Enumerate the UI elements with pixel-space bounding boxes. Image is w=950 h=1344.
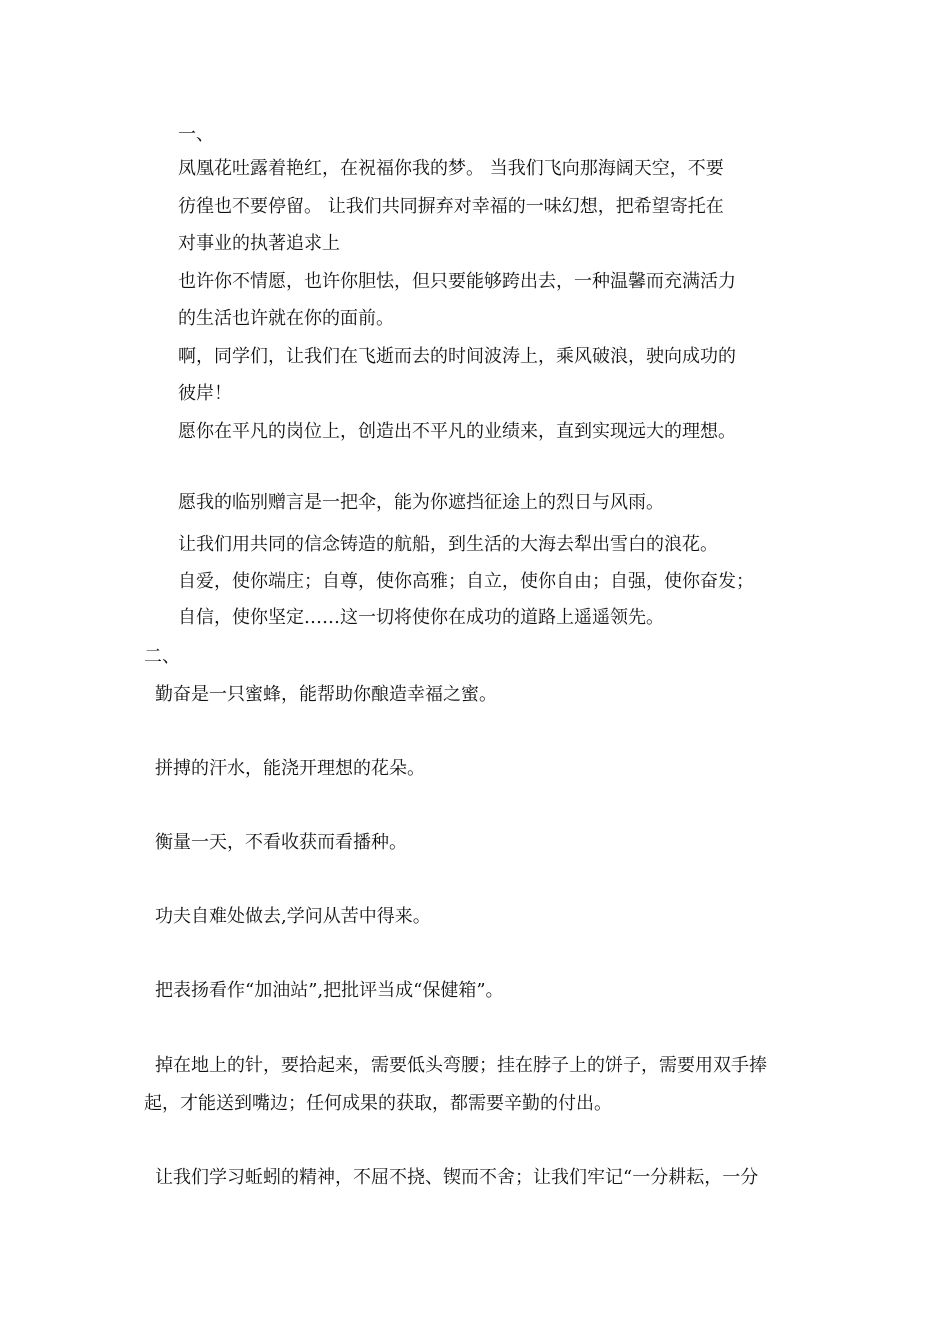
section-1-heading: 一、	[178, 124, 214, 145]
section-2-line: 起，才能送到嘴边；任何成果的获取，都需要辛勤的付出。	[144, 1093, 612, 1114]
section-1-line: 自信，使你坚定……这一切将使你在成功的道路上遥遥领先。	[178, 607, 664, 628]
section-2-line: 功夫自难处做去,学问从苦中得来。	[155, 906, 431, 927]
section-1-line: 愿你在平凡的岗位上，创造出不平凡的业绩来，直到实现远大的理想。	[178, 421, 736, 442]
section-2-line: 掉在地上的针，要拾起来，需要低头弯腰；挂在脖子上的饼子，需要用双手捧	[155, 1055, 767, 1076]
section-2-line: 拼搏的汗水，能浇开理想的花朵。	[155, 758, 425, 779]
section-2-line: 让我们学习蚯蚓的精神，不屈不挠、锲而不舍；让我们牢记“一分耕耘，一分	[155, 1167, 759, 1188]
section-1-line: 愿我的临别赠言是一把伞，能为你遮挡征途上的烈日与风雨。	[178, 492, 664, 513]
section-2-line: 勤奋是一只蜜蜂，能帮助你酿造幸福之蜜。	[155, 684, 497, 705]
section-1-line: 自爱，使你端庄；自尊，使你高雅；自立，使你自由；自强，使你奋发；	[178, 571, 754, 592]
section-1-line: 让我们用共同的信念铸造的航船，到生活的大海去犁出雪白的浪花。	[178, 534, 718, 555]
section-1-line: 对事业的执著追求上	[178, 233, 340, 254]
section-1-line: 凤凰花吐露着艳红，在祝福你我的梦。 当我们飞向那海阔天空，不要	[178, 158, 724, 179]
section-1-line: 彼岸！	[178, 383, 232, 404]
section-1-line: 彷徨也不要停留。 让我们共同摒弃对幸福的一味幻想，把希望寄托在	[178, 196, 724, 217]
section-2-heading: 二、	[144, 646, 180, 667]
section-2-line: 把表扬看作“加油站”,把批评当成“保健箱”。	[155, 980, 504, 1001]
section-1-line: 啊，同学们，让我们在飞逝而去的时间波涛上，乘风破浪，驶向成功的	[178, 346, 736, 367]
section-1-line: 也许你不情愿，也许你胆怯，但只要能够跨出去，一种温馨而充满活力	[178, 271, 736, 292]
section-2-line: 衡量一天，不看收获而看播种。	[155, 832, 407, 853]
section-1-line: 的生活也许就在你的面前。	[178, 308, 394, 329]
